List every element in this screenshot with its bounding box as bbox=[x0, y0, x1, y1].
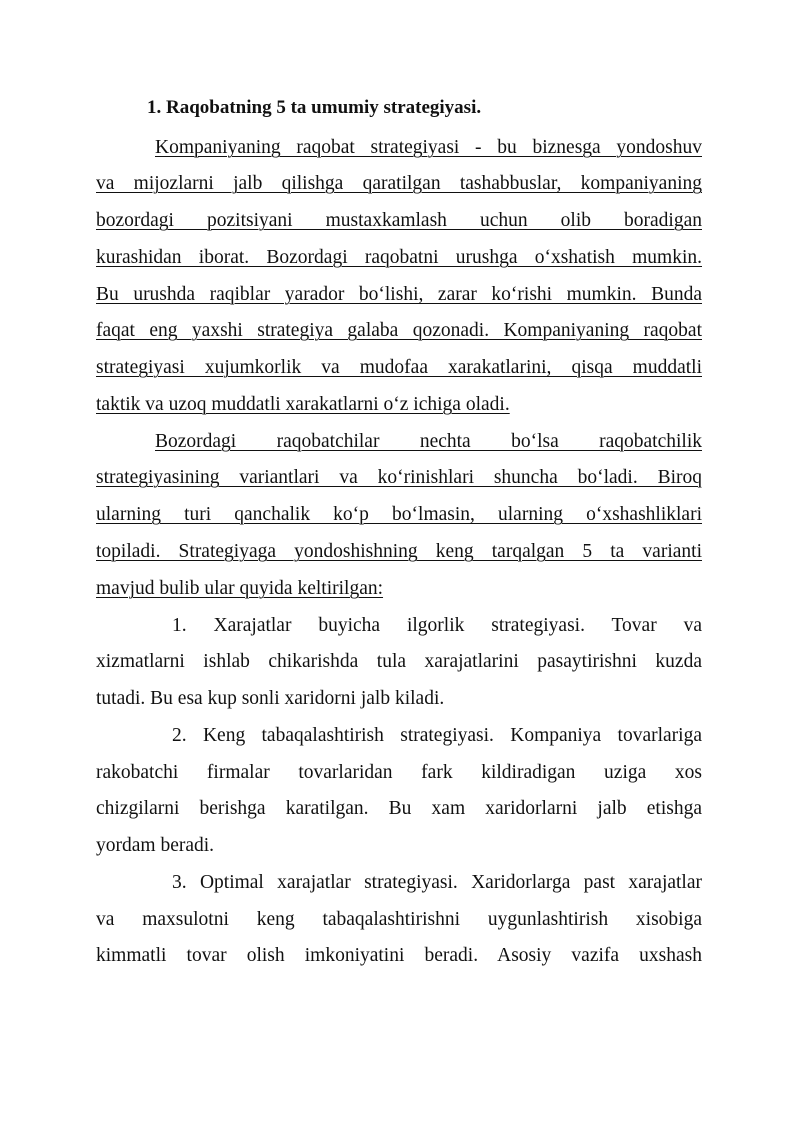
paragraph-4-line: chizgilarni berishga karatilgan. Bu xam xaridorlarni jalb etishga bbox=[96, 798, 702, 819]
paragraph-1-line: faqat eng yaxshi strategiya galaba qozonadi. Kompaniyaning raqobat bbox=[96, 320, 702, 341]
paragraph-3-line: 1. Xarajatlar buyicha ilgorlik strategiyasi. Tovar va bbox=[172, 615, 702, 636]
paragraph-5-line: kimmatli tovar olish imkoniyatini beradi. Asosiy vazifa uxshash bbox=[96, 945, 702, 966]
paragraph-1-line: bozordagi pozitsiyani mustaxkamlash uchun olib boradigan bbox=[96, 210, 702, 231]
paragraph-1-line: Kompaniyaning raqobat strategiyasi - bu biznesga yondoshuv bbox=[155, 137, 702, 158]
paragraph-2-line: Bozordagi raqobatchilar nechta bo‘lsa raqobatchilik bbox=[155, 431, 702, 452]
paragraph-1-line: strategiyasi xujumkorlik va mudofaa xarakatlarini, qisqa muddatli bbox=[96, 357, 702, 378]
paragraph-5-line: 3. Optimal xarajatlar strategiyasi. Xaridorlarga past xarajatlar bbox=[172, 872, 702, 893]
paragraph-5-line: va maxsulotni keng tabaqalashtirishni uygunlashtirish xisobiga bbox=[96, 909, 702, 930]
paragraph-2-line: ularning turi qanchalik ko‘p bo‘lmasin, ularning o‘xshashliklari bbox=[96, 504, 702, 525]
paragraph-2-line: strategiyasining variantlari va ko‘rinishlari shuncha bo‘ladi. Biroq bbox=[96, 467, 702, 488]
paragraph-1-line: va mijozlarni jalb qilishga qaratilgan tashabbuslar, kompaniyaning bbox=[96, 173, 702, 194]
paragraph-1-line: taktik va uzoq muddatli xarakatlarni o‘z ichiga oladi. bbox=[96, 394, 510, 415]
paragraph-3-line: xizmatlarni ishlab chikarishda tula xarajatlarini pasaytirishni kuzda bbox=[96, 651, 702, 672]
paragraph-3-line: tutadi. Bu esa kup sonli xaridorni jalb kiladi. bbox=[96, 688, 445, 709]
paragraph-1-line: kurashidan iborat. Bozordagi raqobatni urushga o‘xshatish mumkin. bbox=[96, 247, 702, 268]
paragraph-4-line: yordam beradi. bbox=[96, 835, 215, 856]
paragraph-2-line: mavjud bulib ular quyida keltirilgan: bbox=[96, 578, 384, 599]
paragraph-4-line: rakobatchi firmalar tovarlaridan fark kildiradigan uziga xos bbox=[96, 762, 702, 783]
paragraph-4-line: 2. Keng tabaqalashtirish strategiyasi. Kompaniya tovarlariga bbox=[172, 725, 702, 746]
paragraph-2-line: topiladi. Strategiyaga yondoshishning keng tarqalgan 5 ta varianti bbox=[96, 541, 702, 562]
paragraph-1-line: Bu urushda raqiblar yarador bo‘lishi, zarar ko‘rishi mumkin. Bunda bbox=[96, 284, 702, 305]
section-heading: 1. Raqobatning 5 ta umumiy strategiyasi. bbox=[147, 97, 482, 118]
